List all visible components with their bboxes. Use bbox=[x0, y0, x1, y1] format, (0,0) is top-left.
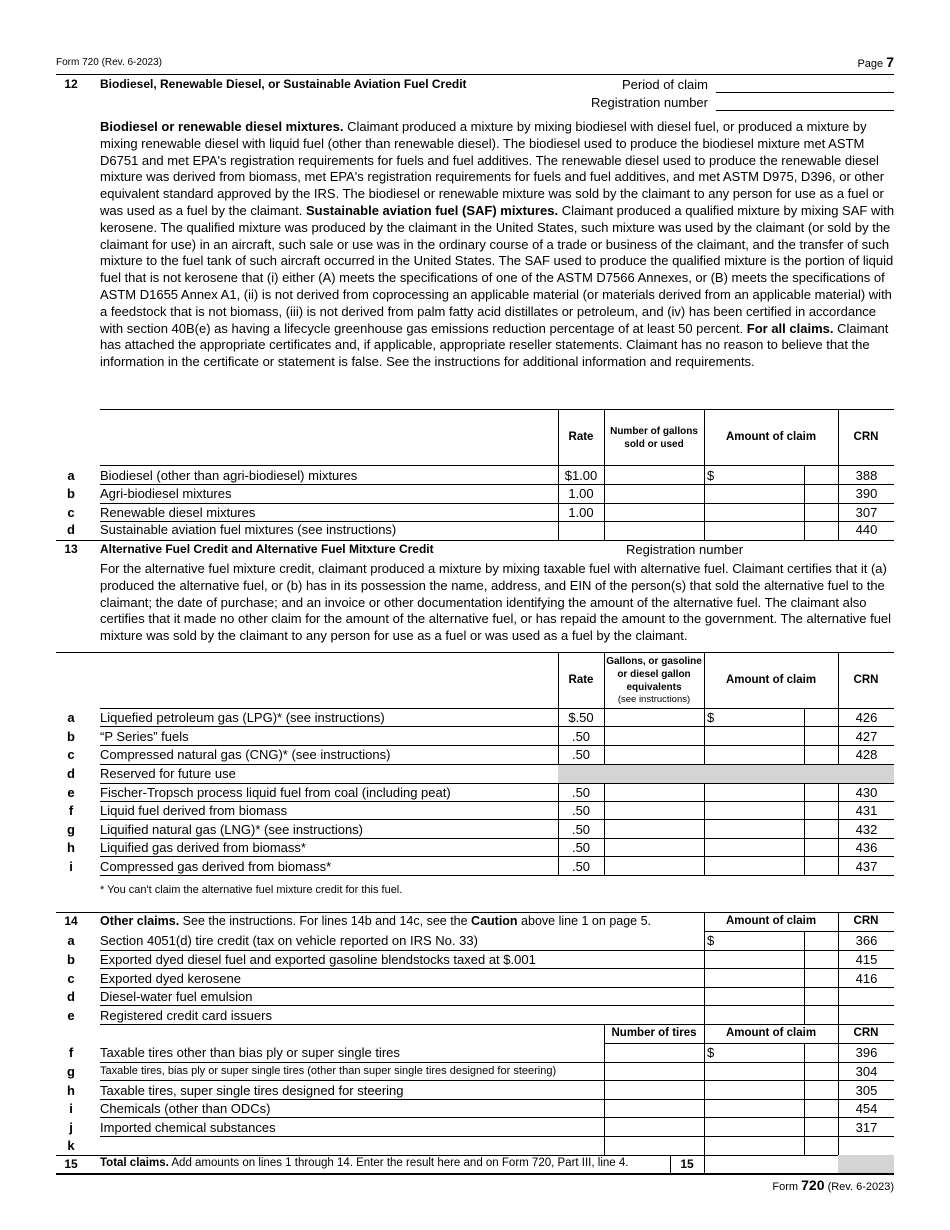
row-description: Reserved for future use bbox=[100, 766, 236, 781]
s13-col-rate: Rate bbox=[568, 674, 594, 686]
period-of-claim-label: Period of claim bbox=[622, 77, 708, 92]
s13-col-amount: Amount of claim bbox=[725, 674, 817, 686]
row-crn: 432 bbox=[855, 822, 878, 837]
row-description: Compressed gas derived from biomass* bbox=[100, 859, 332, 874]
row-rate: 1.00 bbox=[568, 486, 594, 501]
row-description: Liquefied petroleum gas (LPG)* (see instructions) bbox=[100, 710, 385, 725]
section-13-paragraph: For the alternative fuel mixture credit, claimant produced a mixture by mixing taxable fuel with alternative fuel. Claimant certifies that it (a) produced the alternative fuel, or (b) has in its possession the name, address, and EIN of the person(s) that sold the alternative fuel to the claimant; the date of purchase; and an invoice or other documentation identifying the amount of the alternative fuel. The claimant also certifies that it made no other claim for the amount of the alternative fuel, or has repaid the amount to the government. The alternative fuel mixture was sold by the claimant to any person for use as a fuel or was used as a fuel by the claimant. bbox=[100, 561, 892, 644]
row-description: Agri-biodiesel mixtures bbox=[100, 486, 232, 501]
row-crn: 396 bbox=[855, 1045, 878, 1060]
line-15-title-bold: Total claims. bbox=[100, 1157, 169, 1169]
page-number: 7 bbox=[886, 54, 894, 70]
s14-caution: Caution bbox=[471, 914, 518, 928]
row-letter: i bbox=[69, 1101, 73, 1116]
section-12-title: Biodiesel, Renewable Diesel, or Sustainable Aviation Fuel Credit bbox=[100, 77, 467, 91]
row-description: Imported chemical substances bbox=[100, 1120, 276, 1135]
row-description: Compressed natural gas (CNG)* (see instructions) bbox=[100, 747, 391, 762]
s14-title-text2: above line 1 on page 5. bbox=[517, 914, 652, 928]
row-crn: 426 bbox=[855, 710, 878, 725]
row-dollar-sign: $ bbox=[707, 933, 715, 948]
s12-row-d bbox=[56, 520, 894, 539]
row-description: Exported dyed kerosene bbox=[100, 971, 241, 986]
row-letter: j bbox=[69, 1120, 73, 1135]
registration-number-field[interactable] bbox=[716, 94, 894, 111]
row-letter: a bbox=[67, 933, 75, 948]
row-crn: 430 bbox=[855, 785, 878, 800]
s13-footnote: * You can't claim the alternative fuel mixture credit for this fuel. bbox=[100, 884, 403, 896]
line-15-title-text: Add amounts on lines 1 through 14. Enter the result here and on Form 720, Part III, line 4. bbox=[168, 1157, 629, 1169]
row-description: Registered credit card issuers bbox=[100, 1008, 272, 1023]
s14-col-tires: Number of tires bbox=[611, 1027, 697, 1039]
row-dollar-sign: $ bbox=[707, 1045, 715, 1060]
s14-title-text: See the instructions. For lines 14b and 14c, see the bbox=[179, 914, 472, 928]
row-crn: 317 bbox=[855, 1120, 878, 1135]
s12-col-gallons: Number of gallons sold or used bbox=[610, 426, 698, 450]
header-rule bbox=[56, 74, 894, 75]
row-crn: 431 bbox=[855, 803, 878, 818]
footer-form-label bbox=[772, 1177, 894, 1193]
row-description: Taxable tires other than bias ply or super single tires bbox=[100, 1045, 400, 1060]
row-rate: .50 bbox=[571, 859, 591, 874]
row-crn: 427 bbox=[855, 729, 878, 744]
row-rate: 1.00 bbox=[568, 505, 594, 520]
row-crn: 304 bbox=[855, 1064, 878, 1079]
s12-col-amount: Amount of claim bbox=[725, 431, 817, 443]
s13-table-top-rule bbox=[56, 652, 894, 653]
s13-row-e bbox=[56, 783, 894, 802]
s13-registration-label: Registration number bbox=[626, 542, 744, 557]
row-crn: 388 bbox=[855, 468, 878, 483]
row-letter: c bbox=[67, 747, 75, 762]
s13-row-g bbox=[56, 820, 894, 839]
s14-col-crn2: CRN bbox=[853, 1027, 879, 1039]
s13-row-i bbox=[56, 857, 894, 876]
row-letter: i bbox=[69, 859, 73, 874]
row-description: Diesel-water fuel emulsion bbox=[100, 989, 253, 1004]
s14-row-a bbox=[56, 931, 894, 950]
s12-table-top-rule bbox=[100, 409, 894, 410]
row-rule bbox=[100, 1024, 894, 1025]
s12-row-b bbox=[56, 484, 894, 503]
row-letter: c bbox=[67, 971, 75, 986]
row-description: Chemicals (other than ODCs) bbox=[100, 1101, 271, 1116]
row-description: Renewable diesel mixtures bbox=[100, 505, 256, 520]
page-label: Page bbox=[857, 58, 884, 70]
s13-row-f bbox=[56, 801, 894, 820]
section-14-title bbox=[100, 914, 651, 928]
line-15-shade bbox=[838, 1155, 894, 1174]
row-letter: e bbox=[67, 1008, 75, 1023]
s14-top-rule bbox=[56, 912, 894, 913]
row-letter: b bbox=[67, 952, 75, 967]
row-rate: $1.00 bbox=[564, 468, 598, 483]
section-13-title: Alternative Fuel Credit and Alternative Fuel Mitxture Credit bbox=[100, 542, 434, 556]
row-letter: b bbox=[67, 486, 75, 501]
registration-number-label: Registration number bbox=[590, 95, 708, 110]
row-description: Liquified natural gas (LNG)* (see instructions) bbox=[100, 822, 364, 837]
row-description: Sustainable aviation fuel mixtures (see instructions) bbox=[100, 522, 397, 537]
row-rate: .50 bbox=[571, 785, 591, 800]
row-crn: 428 bbox=[855, 747, 878, 762]
section-12-paragraph bbox=[100, 119, 896, 371]
s14-col-amount: Amount of claim bbox=[725, 915, 817, 927]
row-letter: h bbox=[67, 1083, 75, 1098]
footer-rule bbox=[56, 1173, 894, 1175]
s13-row-b bbox=[56, 727, 894, 746]
row-letter: h bbox=[67, 840, 75, 855]
all-claims-heading: For all claims. bbox=[743, 320, 834, 336]
row-rate: $.50 bbox=[568, 710, 594, 725]
biodiesel-text: Claimant produced a mixture by mixing biodiesel with diesel fuel, or produced a mixture by mixing renewable diesel with liquid fuel (other than renewable diesel). The biodiesel used to produce the biodiesel mixture met ASTM D6751 and met EPA's registration requirements for fuels and fuel additives. The renewable diesel used to produce the renewable diesel mixture was derived from biomass, met EPA's registration requirements for fuels and fuel additives, and met ASTM D975, D396, or other equivalent standard approved by the IRS. The biodiesel or renewable mixture was sold by the claimant to any person for use as a fuel or was used as a fuel by the claimant. bbox=[100, 119, 885, 218]
biodiesel-heading: Biodiesel or renewable diesel mixtures. bbox=[100, 119, 344, 134]
row-letter: d bbox=[67, 989, 75, 1004]
row-rate: .50 bbox=[571, 729, 591, 744]
footer-rev: (Rev. 6-2023) bbox=[827, 1181, 894, 1193]
line-15-ref: 15 bbox=[680, 1157, 694, 1171]
s14-row-b bbox=[56, 950, 894, 969]
s14-row-d bbox=[56, 987, 894, 1006]
s14-row-h bbox=[56, 1081, 894, 1100]
row-letter: g bbox=[67, 822, 75, 837]
s12-col-rate: Rate bbox=[568, 431, 594, 443]
line-15-total-field[interactable] bbox=[705, 1156, 837, 1173]
section-13-number: 13 bbox=[64, 542, 78, 556]
row-description: Liquid fuel derived from biomass bbox=[100, 803, 288, 818]
row-letter: e bbox=[67, 785, 75, 800]
s14-col-amount2: Amount of claim bbox=[725, 1027, 817, 1039]
s13-row-c bbox=[56, 745, 894, 764]
row-crn: 415 bbox=[855, 952, 878, 967]
s12-col-crn: CRN bbox=[853, 431, 879, 443]
s13-row-d bbox=[56, 764, 894, 783]
s14-row-c bbox=[56, 969, 894, 988]
row-letter: f bbox=[68, 803, 74, 818]
s14-col-crn: CRN bbox=[853, 915, 879, 927]
row-description: Liquified gas derived from biomass* bbox=[100, 840, 306, 855]
s14-row-k bbox=[56, 1136, 894, 1155]
s14-row-f bbox=[56, 1043, 894, 1062]
row-description: Exported dyed diesel fuel and exported gasoline blendstocks taxed at $.001 bbox=[100, 952, 536, 967]
row-description: “P Series” fuels bbox=[100, 729, 189, 744]
s14-row-e bbox=[56, 1006, 894, 1025]
form-revision-label: Form 720 (Rev. 6-2023) bbox=[56, 57, 162, 68]
row-crn: 416 bbox=[855, 971, 878, 986]
row-rate: .50 bbox=[571, 840, 591, 855]
row-description: Biodiesel (other than agri-biodiesel) mixtures bbox=[100, 468, 358, 483]
row-crn: 437 bbox=[855, 859, 878, 874]
row-description: Taxable tires, super single tires designed for steering bbox=[100, 1083, 404, 1098]
s14-row-g bbox=[56, 1062, 894, 1081]
s13-row-h bbox=[56, 838, 894, 857]
saf-text: Claimant produced a qualified mixture by mixing SAF with kerosene. The qualified mixture was produced by the claimant in the United States, such mixture was used by the claimant (or sold by the claimant for use) in an aircraft, such sale or use was in the ordinary course of a trade or business of the claimant, and the transfer of such mixture to the fuel tank of such aircraft occurred in the United States. The SAF used to produce the qualified mixture is the portion of liquid fuel that is not kerosene that (i) either (A) meets the specifications of one of the ASTM D7566 Annexes, or (B) meets the specifications of ASTM D1655 Annex A1, (ii) is not derived from coprocessing an applicable material (or materials derived from an applicable material) with a feedstock that is not biomass, (iii) is not derived from palm fatty acid distillates or petroleum, and (iv) has been certified in accordance with section 40B(e) as having a lifecycle greenhouse gas emissions reduction percentage of at least 50 percent. bbox=[100, 202, 895, 336]
page-indicator bbox=[857, 54, 894, 70]
period-of-claim-field[interactable] bbox=[716, 76, 894, 93]
footer-form-word: Form bbox=[772, 1181, 799, 1193]
row-rate: .50 bbox=[571, 822, 591, 837]
row-letter: f bbox=[68, 1045, 74, 1060]
row-crn: 440 bbox=[855, 522, 878, 537]
row-dollar-sign: $ bbox=[707, 710, 715, 725]
row-description: Fischer-Tropsch process liquid fuel from coal (including peat) bbox=[100, 785, 451, 800]
row-crn: 390 bbox=[855, 486, 878, 501]
row-crn: 366 bbox=[855, 933, 878, 948]
row-letter: k bbox=[67, 1138, 75, 1153]
s12-row-c bbox=[56, 503, 894, 522]
section-14-number: 14 bbox=[64, 914, 78, 928]
row-letter: a bbox=[67, 468, 75, 483]
row-letter: a bbox=[67, 710, 75, 725]
row-letter: d bbox=[67, 766, 75, 781]
s14-row-j bbox=[56, 1118, 894, 1137]
line-15-description bbox=[100, 1157, 628, 1169]
row-rate: .50 bbox=[571, 803, 591, 818]
s13-row-a bbox=[56, 708, 894, 727]
s14-title-bold: Other claims. bbox=[100, 914, 180, 928]
footer-form-number: 720 bbox=[801, 1177, 825, 1193]
row-description: Taxable tires, bias ply or super single tires (other than super single tires designed for steering) bbox=[100, 1065, 557, 1077]
row-crn: 454 bbox=[855, 1101, 878, 1116]
row-crn: 305 bbox=[855, 1083, 878, 1098]
s12-bottom-rule bbox=[56, 540, 894, 541]
s13-col-gallons-note: (see instructions) bbox=[617, 694, 691, 705]
s12-row-a bbox=[56, 466, 894, 485]
row-rule bbox=[100, 875, 894, 876]
row-dollar-sign: $ bbox=[707, 468, 715, 483]
row-letter: b bbox=[67, 729, 75, 744]
row-crn: 307 bbox=[855, 505, 878, 520]
row-letter: d bbox=[67, 522, 75, 537]
row-crn: 436 bbox=[855, 840, 878, 855]
row-letter: g bbox=[67, 1064, 75, 1079]
row-letter: c bbox=[67, 505, 75, 520]
row-rate: .50 bbox=[571, 747, 591, 762]
s13-col-gallons: Gallons, or gasoline or diesel gallon equivalents bbox=[606, 656, 702, 693]
line-15-number: 15 bbox=[64, 1157, 78, 1171]
s13-col-crn: CRN bbox=[853, 674, 879, 686]
all-claims-text: Claimant has attached the appropriate certificates and, if applicable, appropriate reseller statements. Claimant has no reason to believe that the information in the certificate or statement is false. See the instructions for additional information and requirements. bbox=[100, 320, 889, 370]
section-12-number: 12 bbox=[64, 77, 78, 91]
s14-row-i bbox=[56, 1099, 894, 1118]
row-description: Section 4051(d) tire credit (tax on vehicle reported on IRS No. 33) bbox=[100, 933, 478, 948]
saf-heading: Sustainable aviation fuel (SAF) mixtures. bbox=[302, 202, 559, 218]
s13-col-gallons-header bbox=[604, 655, 704, 706]
